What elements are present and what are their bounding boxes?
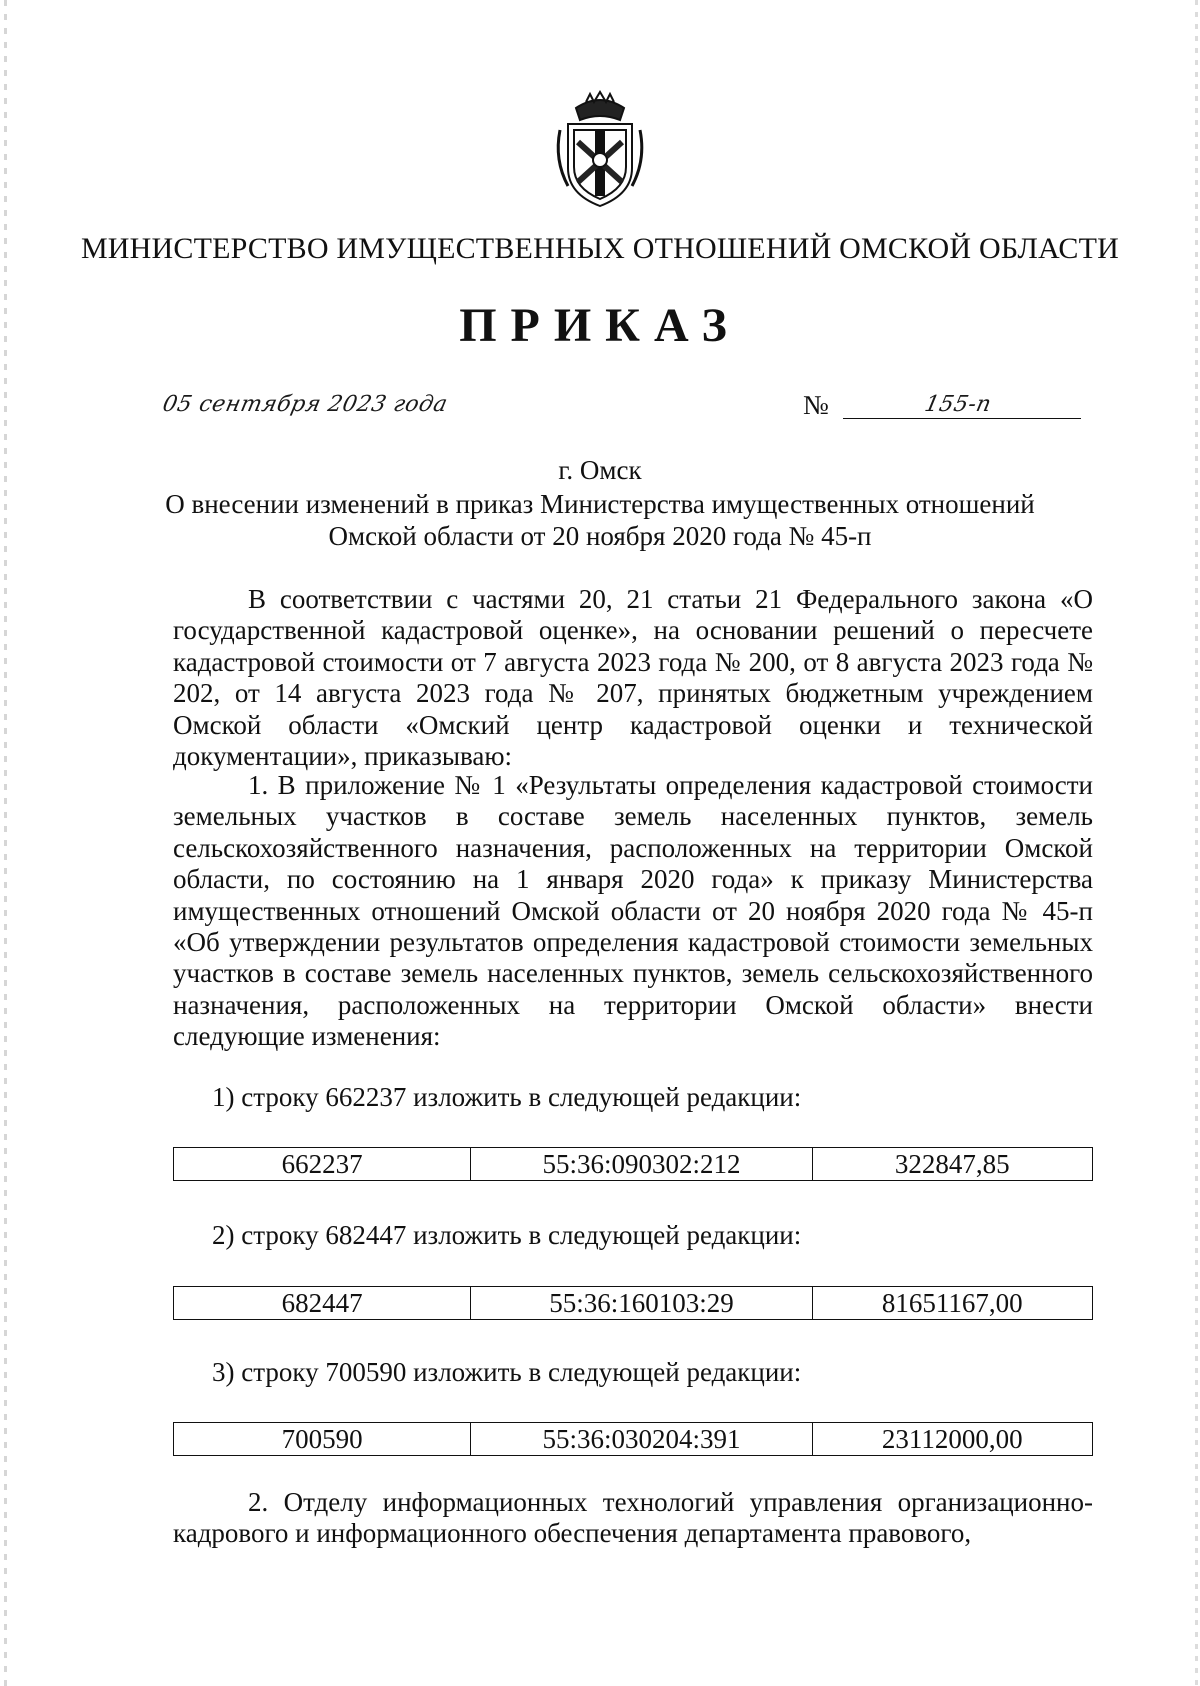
change-item: 2) строку 682447 изложить в следующей редакции:: [212, 1220, 802, 1250]
table-row: [173, 1147, 1093, 1181]
ministry-name: МИНИСТЕРСТВО ИМУЩЕСТВЕННЫХ ОТНОШЕНИЙ ОМСКОЙ ОБЛАСТИ: [80, 232, 1120, 265]
number-label: №: [803, 390, 829, 420]
subject-line: О внесении изменений в приказ Министерства имущественных отношений: [165, 489, 1035, 519]
table-row: [173, 1286, 1093, 1320]
clause-1-paragraph: 1. В приложение № 1 «Результаты определения кадастровой стоимости земельных участков в составе земель населенных пунктов, земель сельскохозяйственного назначения, расположенных на территории Омской области, по состоянию на 1 января 2020 года» к приказу Министерства имущественных отношений Омской области от 20 ноября 2020 года № 45-п «Об утверждении результатов определения кадастровой стоимости земельных участков в составе земель населенных пунктов, земель сельскохозяйственного назначения, расположенных на территории Омской области» внести следующие изменения:: [173, 770, 1093, 1052]
cadastral-number-cell: 55:36:030204:391: [471, 1423, 812, 1455]
clause-2-paragraph: 2. Отделу информационных технологий управления организационно-кадрового и информационного обеспечения департамента правового,: [173, 1487, 1093, 1549]
table-row: [173, 1422, 1093, 1456]
order-date: 05 сентября 2023 года: [160, 392, 450, 417]
cadastral-value-cell: 81651167,00: [881, 1287, 1023, 1318]
change-item: 3) строку 700590 изложить в следующей редакции:: [212, 1357, 802, 1387]
cadastral-number-cell: 55:36:090302:212: [471, 1148, 812, 1180]
order-subject: [150, 488, 1050, 552]
city: г. Омск: [558, 455, 642, 485]
subject-line: Омской области от 20 ноября 2020 года № 45-п: [328, 521, 872, 551]
change-item: 1) строку 662237 изложить в следующей редакции:: [212, 1082, 802, 1112]
document-type-title: ПРИКАЗ: [459, 299, 741, 352]
row-number-cell: 682447: [174, 1287, 471, 1319]
cadastral-value-cell: 23112000,00: [881, 1423, 1023, 1454]
row-number-cell: 662237: [174, 1148, 471, 1180]
preamble-paragraph: В соответствии с частями 20, 21 статьи 21 Федерального закона «О государственной кадастровой оценке», на основании решений о пересчете кадастровой стоимости от 7 августа 2023 года № 200, от 8 августа 2023 года № 202, от 14 августа 2023 года № 207, принятых бюджетным учреждением Омской области «Омский центр кадастровой оценки и технической документации», приказываю:: [173, 584, 1093, 772]
cadastral-number-cell: 55:36:160103:29: [471, 1287, 812, 1319]
number-underline: [843, 418, 1081, 419]
cadastral-value-cell: 322847,85: [894, 1148, 1010, 1179]
order-number: 155-п: [922, 392, 994, 417]
row-number-cell: 700590: [174, 1423, 471, 1455]
coat-of-arms-emblem: [546, 90, 654, 210]
